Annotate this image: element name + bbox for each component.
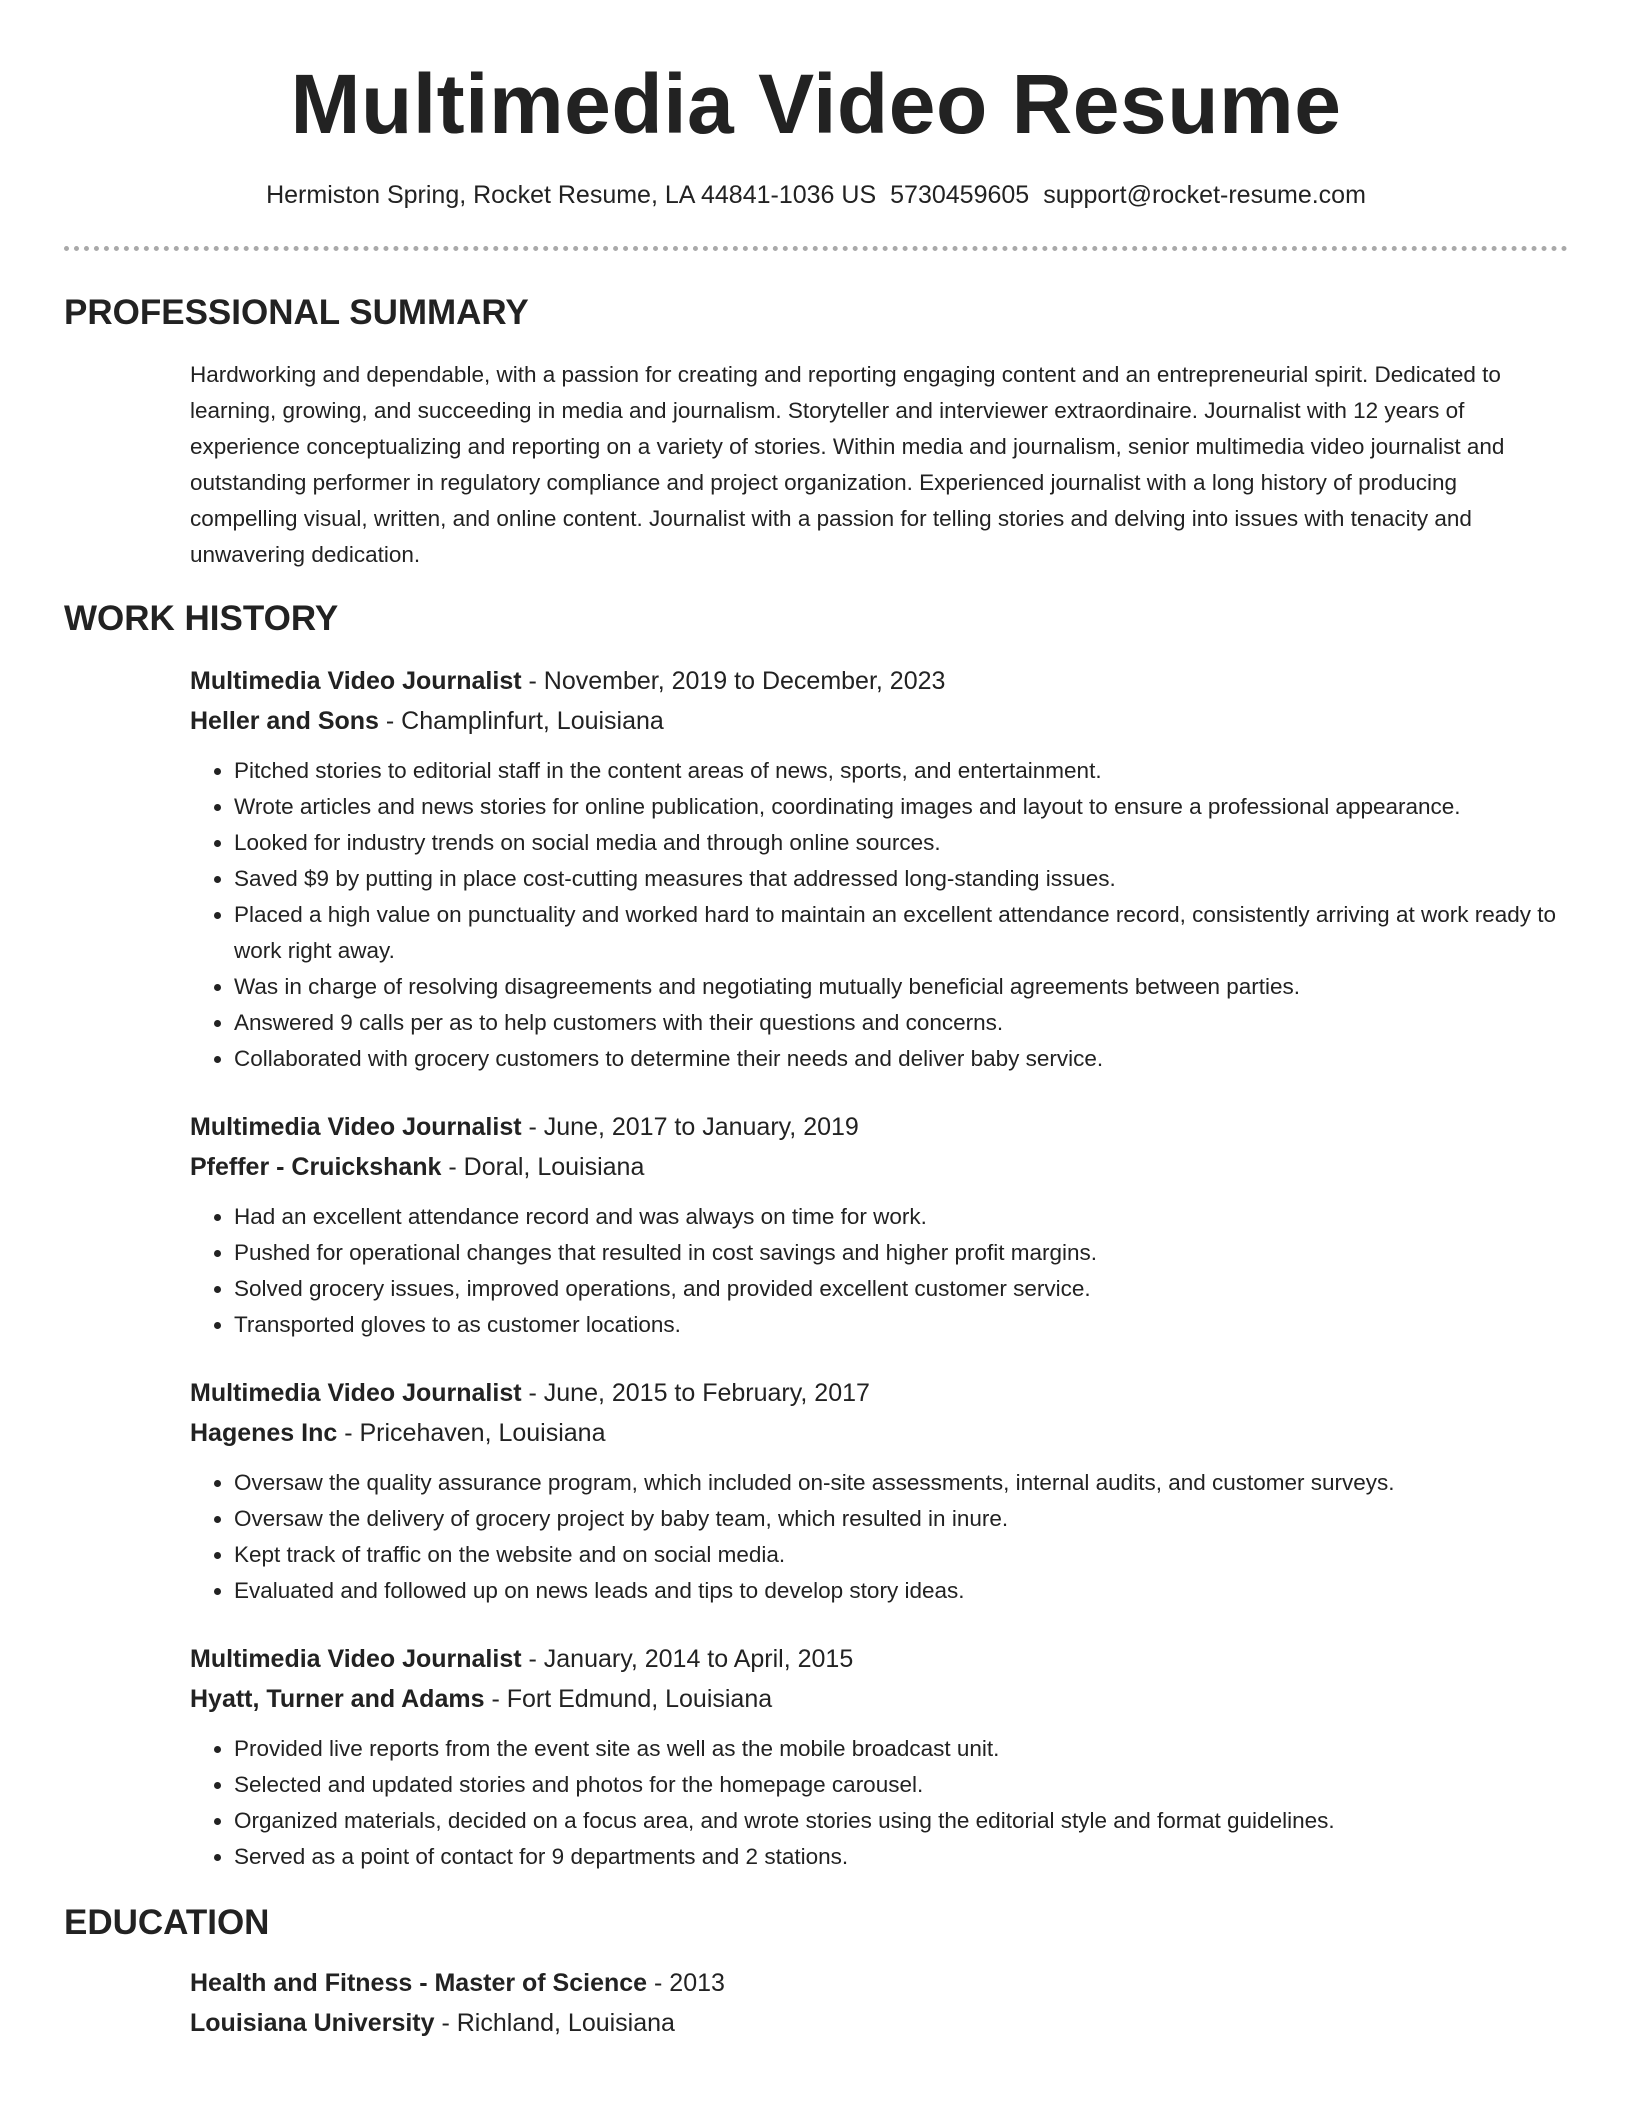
job-dates: - June, 2015 to February, 2017 xyxy=(521,1379,870,1407)
job-bullet-list xyxy=(190,1465,1568,1609)
job-company-line xyxy=(190,1413,1568,1453)
summary-heading: PROFESSIONAL SUMMARY xyxy=(64,293,529,332)
job-title: Multimedia Video Journalist xyxy=(190,667,522,695)
degree: Health and Fitness - Master of Science xyxy=(190,1969,648,1997)
job-title-line xyxy=(190,1639,1568,1679)
resume-title: Multimedia Video Resume xyxy=(290,57,1342,151)
job-entry xyxy=(190,1107,1568,1343)
job-bullet: • Solved grocery issues, improved operations, and provided excellent customer service. xyxy=(234,1271,1568,1307)
degree-line xyxy=(190,1963,1568,2003)
job-bullet: • Organized materials, decided on a focus area, and wrote stories using the editorial style and format guidelines. xyxy=(234,1803,1568,1839)
job-title: Multimedia Video Journalist xyxy=(190,1113,522,1141)
job-entry xyxy=(190,661,1568,1077)
header-divider xyxy=(64,246,1568,251)
contact-address: Hermiston Spring, Rocket Resume, LA 44841-1036 US xyxy=(266,181,877,209)
job-bullet: • Served as a point of contact for 9 departments and 2 stations. xyxy=(234,1839,1568,1875)
job-bullet: • Oversaw the delivery of grocery project by baby team, which resulted in inure. xyxy=(234,1501,1568,1537)
job-bullet-list xyxy=(190,1731,1568,1875)
contact-line xyxy=(64,178,1568,212)
job-title: Multimedia Video Journalist xyxy=(190,1379,522,1407)
job-bullet: • Transported gloves to as customer locations. xyxy=(234,1307,1568,1343)
degree-year: - 2013 xyxy=(647,1969,725,1997)
job-dates: - June, 2017 to January, 2019 xyxy=(521,1113,859,1141)
job-title: Multimedia Video Journalist xyxy=(190,1645,522,1673)
job-company-line xyxy=(190,1147,1568,1187)
job-title-line xyxy=(190,1373,1568,1413)
job-entry xyxy=(190,1373,1568,1609)
job-title-line xyxy=(190,661,1568,701)
school: Louisiana University xyxy=(190,2009,435,2037)
education-heading: EDUCATION xyxy=(64,1903,270,1942)
job-location: - Fort Edmund, Louisiana xyxy=(484,1685,773,1713)
job-company-line xyxy=(190,701,1568,741)
job-bullet: • Placed a high value on punctuality and worked hard to maintain an excellent attendance record, consistently arriving at work ready to work right away. xyxy=(234,897,1568,969)
education-entry xyxy=(190,1963,1568,2043)
job-dates: - November, 2019 to December, 2023 xyxy=(521,667,946,695)
job-bullet: • Was in charge of resolving disagreements and negotiating mutually beneficial agreements between parties. xyxy=(234,969,1568,1005)
job-location: - Pricehaven, Louisiana xyxy=(337,1419,606,1447)
job-bullet: • Pushed for operational changes that resulted in cost savings and higher profit margins. xyxy=(234,1235,1568,1271)
job-company: Hagenes Inc xyxy=(190,1419,338,1447)
job-bullet: • Selected and updated stories and photos for the homepage carousel. xyxy=(234,1767,1568,1803)
work-history-list xyxy=(64,661,1568,1875)
job-bullet: • Kept track of traffic on the website and on social media. xyxy=(234,1537,1568,1573)
contact-phone: 5730459605 xyxy=(890,181,1030,209)
job-bullet: • Pitched stories to editorial staff in the content areas of news, sports, and entertainment. xyxy=(234,753,1568,789)
job-bullet: • Saved $9 by putting in place cost-cutting measures that addressed long-standing issues. xyxy=(234,861,1568,897)
job-bullet: • Oversaw the quality assurance program, which included on-site assessments, internal audits, and customer surveys. xyxy=(234,1465,1568,1501)
job-company: Heller and Sons xyxy=(190,707,379,735)
resume-page xyxy=(64,0,1568,2043)
job-bullet: • Wrote articles and news stories for online publication, coordinating images and layout to ensure a professional appearance. xyxy=(234,789,1568,825)
job-title-line xyxy=(190,1107,1568,1147)
job-bullet: • Had an excellent attendance record and was always on time for work. xyxy=(234,1199,1568,1235)
job-dates: - January, 2014 to April, 2015 xyxy=(521,1645,854,1673)
school-location: - Richland, Louisiana xyxy=(434,2009,675,2037)
job-bullet: • Collaborated with grocery customers to determine their needs and deliver baby service. xyxy=(234,1041,1568,1077)
job-location: - Doral, Louisiana xyxy=(441,1153,645,1181)
job-bullet-list xyxy=(190,753,1568,1077)
job-company: Hyatt, Turner and Adams xyxy=(190,1685,485,1713)
school-line xyxy=(190,2003,1568,2043)
job-bullet: • Looked for industry trends on social media and through online sources. xyxy=(234,825,1568,861)
work-history-heading: WORK HISTORY xyxy=(64,599,339,638)
job-bullet: • Answered 9 calls per as to help customers with their questions and concerns. xyxy=(234,1005,1568,1041)
job-bullet: • Provided live reports from the event site as well as the mobile broadcast unit. xyxy=(234,1731,1568,1767)
job-location: - Champlinfurt, Louisiana xyxy=(378,707,664,735)
education-list xyxy=(64,1963,1568,2043)
job-bullet: • Evaluated and followed up on news leads and tips to develop story ideas. xyxy=(234,1573,1568,1609)
job-bullet-list xyxy=(190,1199,1568,1343)
job-company: Pfeffer - Cruickshank xyxy=(190,1153,442,1181)
job-entry xyxy=(190,1639,1568,1875)
contact-email: support@rocket-resume.com xyxy=(1043,181,1366,209)
summary-text: Hardworking and dependable, with a passion for creating and reporting engaging content and an entrepreneurial spirit. Dedicated to learning, growing, and succeeding in media and journalism. Storyteller and interviewer extraordinaire. Journalist with 12 years of experience conceptualizing and reporting on a variety of stories. Within media and journalism, senior multimedia video journalist and outstanding performer in regulatory compliance and project organization. Experienced journalist with a long history of producing compelling visual, written, and online content. Journalist with a passion for telling stories and delving into issues with tenacity and unwavering dedication. xyxy=(190,362,1505,567)
job-company-line xyxy=(190,1679,1568,1719)
